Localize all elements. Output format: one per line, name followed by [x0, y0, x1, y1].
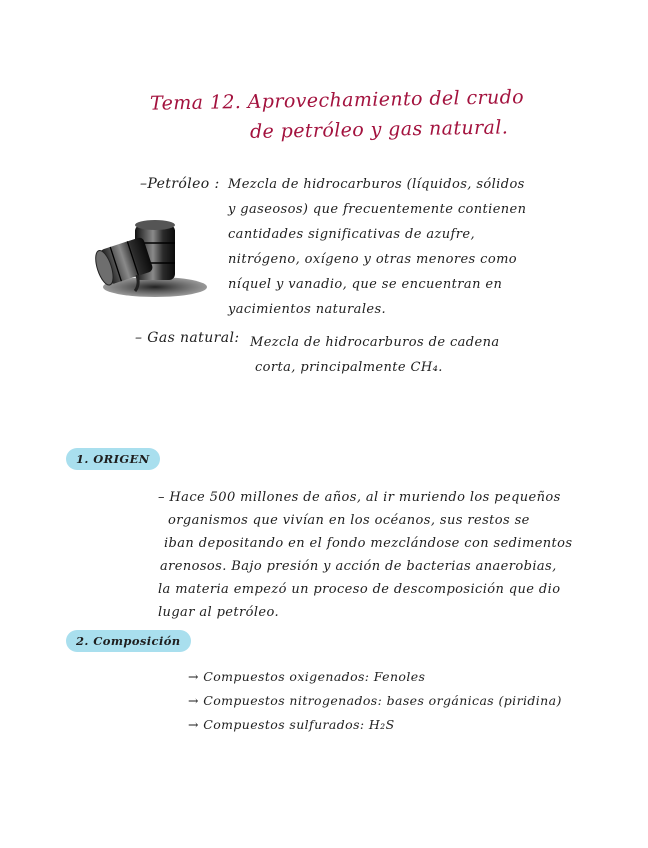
definition-line: yacimientos naturales. — [228, 302, 387, 317]
title-line-2: de petróleo y gas natural. — [249, 116, 509, 143]
paragraph-line: la materia empezó un proceso de descomposición que dio — [158, 582, 561, 597]
list-item: → Compuestos nitrogenados: bases orgánicas (piridina) — [188, 693, 562, 708]
petroleo-definition — [228, 172, 526, 322]
gas-natural-definition — [250, 330, 500, 380]
title-line-1: Tema 12. Aprovechamiento del crudo — [149, 86, 525, 115]
oil-barrels-icon — [85, 215, 210, 305]
page-title — [150, 85, 570, 145]
section-badge-composicion: 2. Composición — [66, 630, 191, 652]
paragraph-line: iban depositando en el fondo mezclándose con sedimentos — [164, 536, 573, 551]
paragraph-line: – Hace 500 millones de años, al ir muriendo los pequeños — [158, 490, 561, 505]
section-badge-origen: 1. ORIGEN — [66, 448, 160, 470]
definition-line: níquel y vanadio, que se encuentran en — [228, 277, 503, 292]
composicion-list — [188, 665, 562, 737]
gas-natural-label: – Gas natural: — [135, 330, 240, 346]
definition-line: Mezcla de hidrocarburos (líquidos, sólidos — [228, 177, 525, 192]
definition-line: cantidades significativas de azufre, — [228, 227, 476, 242]
list-item: → Compuestos sulfurados: H₂S — [188, 717, 395, 732]
definition-line: Mezcla de hidrocarburos de cadena — [250, 335, 500, 350]
paragraph-line: arenosos. Bajo presión y acción de bacterias anaerobias, — [160, 559, 557, 574]
definition-line: nitrógeno, oxígeno y otras menores como — [228, 252, 518, 267]
list-item: → Compuestos oxigenados: Fenoles — [188, 669, 426, 684]
origen-paragraph — [158, 486, 572, 624]
petroleo-label: –Petróleo : — [140, 176, 220, 192]
paragraph-line: organismos que vivían en los océanos, sus restos se — [168, 513, 530, 528]
definition-line: corta, principalmente CH₄. — [255, 360, 443, 375]
definition-line: y gaseosos) que frecuentemente contienen — [228, 202, 527, 217]
paragraph-line: lugar al petróleo. — [158, 605, 280, 620]
